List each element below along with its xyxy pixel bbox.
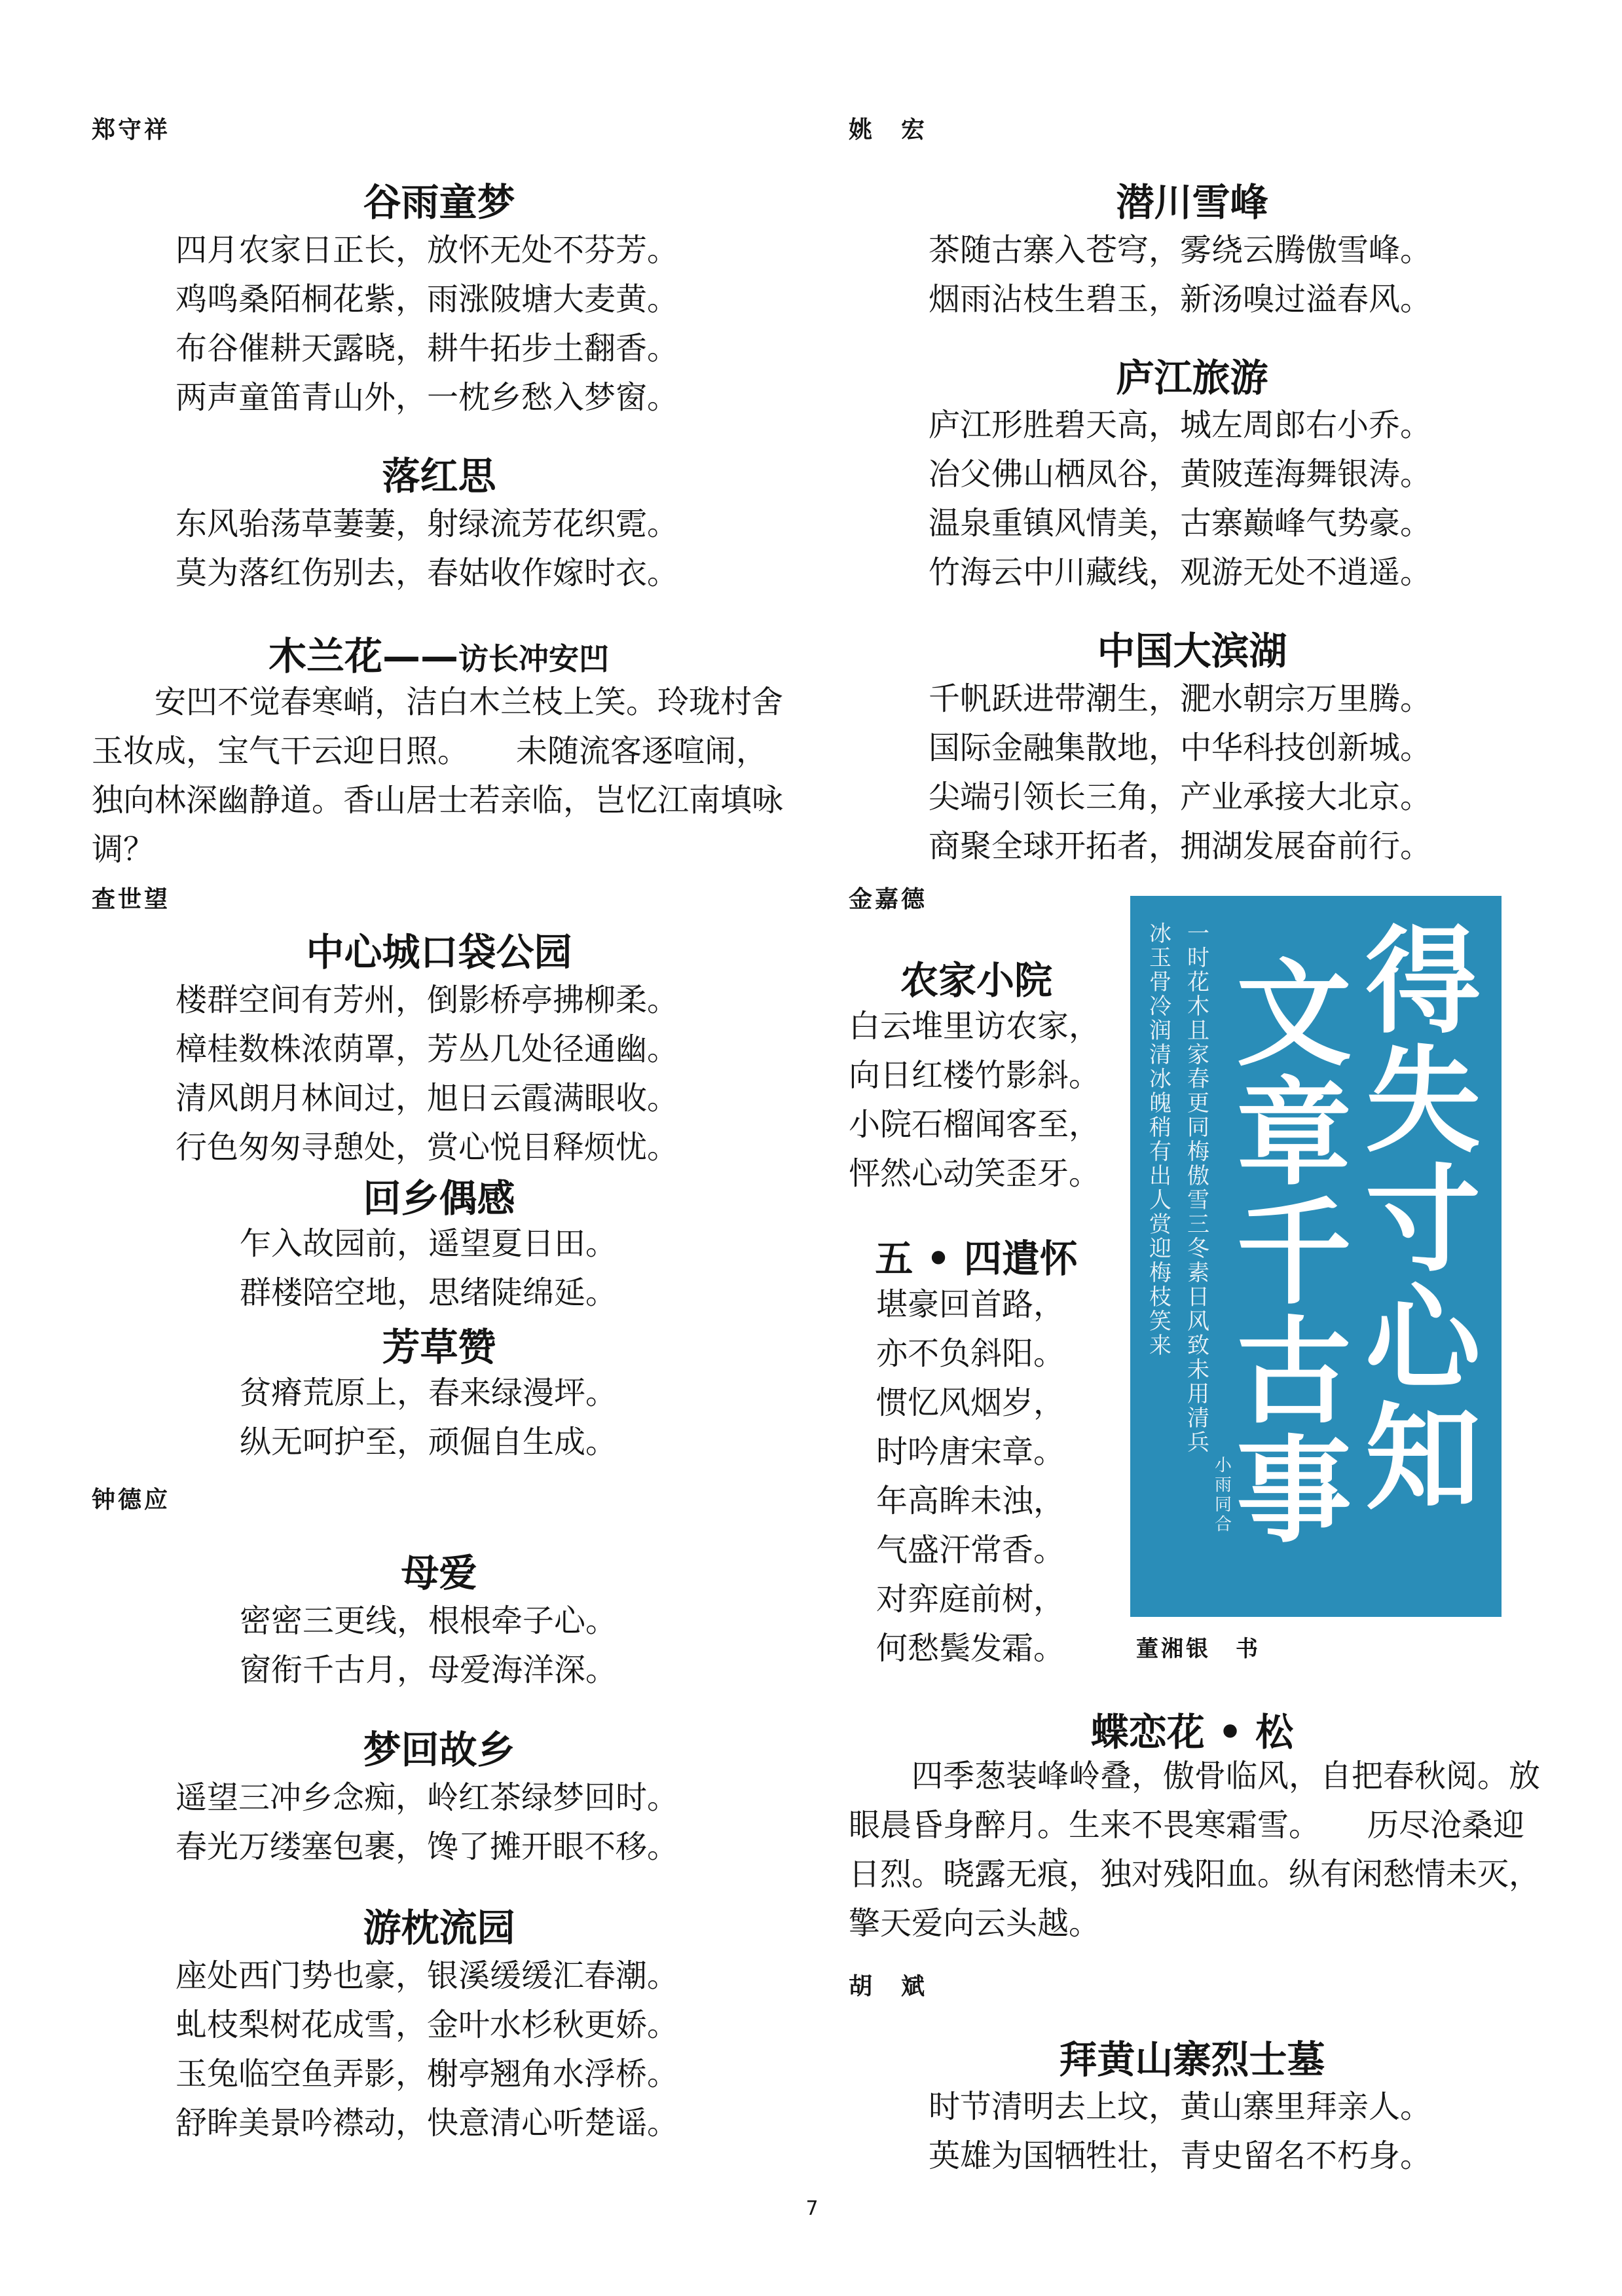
ci-title [92, 625, 786, 680]
poem-line: 怦然心动笑歪牙。 [849, 1155, 1101, 1192]
poem-line: 亦不负斜阳。 [876, 1335, 1065, 1372]
poem-line: 鸡鸣桑陌桐花紫，雨涨陂塘大麦黄。 [175, 281, 679, 318]
poem-line: 茶随古寨入苍穹，雾绕云腾傲雪峰。 [929, 232, 1432, 268]
poem-body [929, 226, 1431, 324]
author-name: 钟德应 [92, 1487, 171, 1513]
poem-title: 母爱 [401, 1551, 477, 1595]
poem-line: 何愁鬓发霜。 [876, 1630, 1065, 1667]
poem-line: 烟雨沾枝生碧玉，新汤嗅过溢春风。 [929, 281, 1432, 318]
poem-title: 谷雨童梦 [363, 180, 515, 225]
poem-title: 芳草赞 [382, 1325, 496, 1369]
poem-body [929, 2083, 1431, 2181]
poem-line: 布谷催耕天露晓，耕牛拓步土翻香。 [175, 330, 679, 367]
calligraphy-char: 得失寸心知 [1365, 914, 1481, 1526]
poem-title: 回乡偶感 [363, 1176, 515, 1221]
poem-line: 商聚全球开拓者，拥湖发展奋前行。 [929, 828, 1432, 864]
calligraphy-seal-text: 小雨同合 [1214, 1456, 1232, 1534]
author-name: 金嘉德 [849, 886, 928, 913]
calligraphy-char: 文章千古事 [1236, 946, 1352, 1559]
poem-line: 两声童笛青山外，一枕乡愁入梦窗。 [175, 379, 679, 416]
poem-body [240, 1219, 617, 1318]
poem-line: 窗衔千古月，母爱海洋深。 [240, 1652, 617, 1688]
ci-title-dash: —— [382, 634, 458, 678]
author-name: 姚 宏 [849, 117, 928, 143]
poem-body [929, 401, 1431, 597]
poem-line: 纵无呵护至，顽倔自生成。 [240, 1424, 617, 1460]
poem-body [929, 675, 1431, 871]
poem-body [175, 976, 678, 1172]
poem-body [240, 1597, 617, 1695]
poem-line: 千帆跃进带潮生，淝水朝宗万里腾。 [929, 680, 1432, 717]
poem-line: 小院石榴闻客至， [849, 1106, 1101, 1143]
poem-title: 拜黄山寨烈士墓 [1059, 2037, 1325, 2082]
poem-line: 四月农家日正长，放怀无处不芬芳。 [175, 232, 679, 268]
poem-line: 清风朗月林间过，旭日云霞满眼收。 [175, 1080, 679, 1117]
poem-body [175, 1773, 678, 1872]
poem-line: 堪豪回首路， [876, 1286, 1065, 1323]
poem-title: 潜川雪峰 [1116, 180, 1268, 225]
poem-line: 群楼陪空地，思绪陡绵延。 [240, 1274, 617, 1311]
poem-line: 英雄为国牺牲壮，青史留名不朽身。 [929, 2138, 1432, 2174]
poem-title: 农家小院 [900, 958, 1052, 1003]
poem-title: 梦回故乡 [363, 1728, 515, 1772]
ci-text: 安凹不觉春寒峭，洁白木兰枝上笑。玲珑村舍玉妆成，宝气干云迎日照。 未随流客逐喧闹，独向林深幽静道。香山居士若亲临，岂忆江南填咏调？ [92, 684, 784, 868]
poem-line: 庐江形胜碧天高，城左周郎右小乔。 [929, 407, 1432, 443]
poem-title: 五 • 四遣怀 [875, 1236, 1078, 1281]
poem-line: 时吟唐宋章。 [876, 1434, 1065, 1470]
poem-title: 中国大滨湖 [1097, 629, 1287, 673]
poem-line: 白云堆里访农家， [849, 1008, 1101, 1045]
poem-body [175, 226, 678, 422]
poem-line: 冶父佛山栖凤谷，黄陂莲海舞银涛。 [929, 456, 1432, 492]
page-number: 7 [805, 2197, 819, 2220]
poem-line: 贫瘠荒原上，春来绿漫坪。 [240, 1375, 617, 1411]
poem-line: 莫为落红伤别去，春姑收作嫁时衣。 [175, 555, 679, 591]
poem-line: 樟桂数株浓荫罩，芳丛几处径通幽。 [175, 1031, 679, 1067]
poem-body [175, 500, 678, 598]
poem-title: 庐江旅游 [1116, 356, 1268, 400]
poem-line: 惯忆风烟岁， [876, 1384, 1065, 1421]
poem-line: 东风骀荡草萋萋，射绿流芳花织霓。 [175, 506, 679, 542]
poem-line: 国际金融集散地，中华科技创新城。 [929, 730, 1432, 766]
calligraphy-big-column [1357, 914, 1488, 1526]
poem-line: 尖端引领长三角，产业承接大北京。 [929, 779, 1432, 815]
ci-subtitle: 访长冲安凹 [458, 641, 609, 676]
poem-line: 楼群空间有芳州，倒影桥亭拂柳柔。 [175, 982, 679, 1018]
poem-body [849, 1002, 1100, 1198]
poem-line: 密密三更线，根根牵子心。 [240, 1602, 617, 1639]
calligraphy-small-column: 冰玉骨冷润清冰魄稍有出人赏迎梅枝笑来 [1149, 921, 1171, 1359]
calligraphy-small-column: 一时花木且家春更同梅傲雪三冬素日风致未用清兵 [1187, 921, 1209, 1456]
calligraphy-big-column [1228, 946, 1359, 1559]
ci-title-main: 木兰花 [268, 634, 382, 678]
poem-line: 时节清明去上坟，黄山寨里拜亲人。 [929, 2088, 1432, 2125]
poem-line: 向日红楼竹影斜。 [849, 1057, 1101, 1094]
calligraphy-caption: 董湘银 书 [1136, 1636, 1261, 1662]
author-name: 胡 斌 [849, 1973, 928, 2000]
author-name: 查世望 [92, 886, 171, 913]
poem-body [240, 1369, 617, 1467]
poem-line: 温泉重镇风情美，古寨巅峰气势豪。 [929, 505, 1432, 542]
poem-line: 行色匆匆寻憩处，赏心悦目释烦忧。 [175, 1129, 679, 1166]
poem-title: 游枕流园 [363, 1906, 515, 1950]
poem-line: 气盛汗常香。 [876, 1532, 1065, 1568]
poem-line: 虬枝梨树花成雪，金叶水杉秋更娇。 [175, 2007, 679, 2043]
poem-line: 竹海云中川藏线，观游无处不逍遥。 [929, 554, 1432, 591]
poem-line: 乍入故园前，遥望夏日田。 [240, 1225, 617, 1262]
poem-title: 中心城口袋公园 [306, 930, 572, 974]
ci-title: 蝶恋花 • 松 [1090, 1710, 1294, 1754]
poem-line: 遥望三冲乡念痴，岭红茶绿梦回时。 [175, 1779, 679, 1816]
author-name: 郑守祥 [92, 117, 171, 143]
calligraphy-image [1130, 896, 1502, 1617]
poem-line: 舒眸美景吟襟动，快意清心听楚谣。 [175, 2105, 679, 2141]
poem-line: 对弈庭前树， [876, 1581, 1065, 1618]
poem-line: 座处西门势也豪，银溪缓缓汇春潮。 [175, 1957, 679, 1994]
poem-line: 玉兔临空鱼弄影，榭亭翘角水浮桥。 [175, 2056, 679, 2092]
poem-body [175, 1952, 678, 2148]
poem-line: 年高眸未浊， [876, 1483, 1065, 1519]
ci-text: 四季葱装峰岭叠，傲骨临风，自把春秋阅。放眼晨昏身醉月。生来不畏寒霜雪。 历尽沧桑迎日烈。晓露无痕，独对残阳血。纵有闲愁情未灭，擎天爱向云头越。 [849, 1758, 1541, 1942]
poem-body [876, 1280, 1065, 1673]
poem-title: 落红思 [382, 454, 496, 498]
poem-line: 春光万缕塞包裹，馋了摊开眼不移。 [175, 1828, 679, 1865]
